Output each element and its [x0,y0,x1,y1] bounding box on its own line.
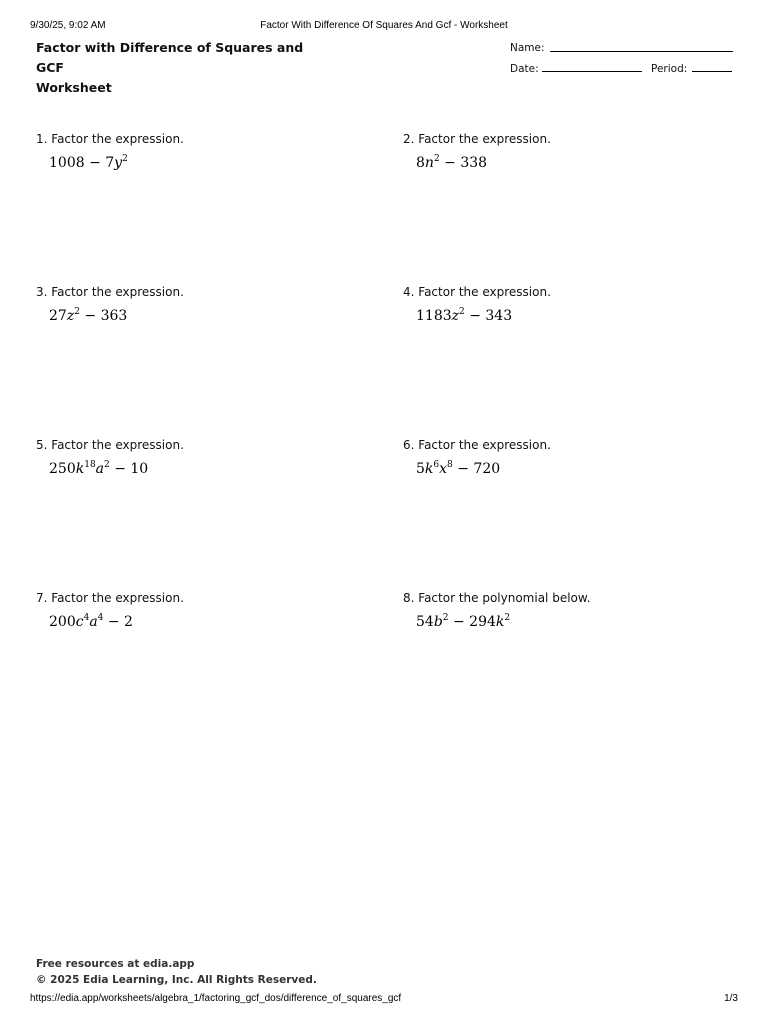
problem-2 [403,132,733,171]
name-line[interactable] [550,51,733,52]
problem-7 [36,591,366,630]
problem-expression: $5k^6x^8 - 720$ [416,460,501,477]
problem-prompt: 1. Factor the expression. [36,132,184,146]
problem-3 [36,285,366,324]
worksheet-title-line2: Worksheet [36,80,112,95]
page-number: 1/3 [724,993,738,1004]
problem-6 [403,438,733,477]
period-line[interactable] [692,71,732,72]
problem-prompt: 4. Factor the expression. [403,285,551,299]
date-line[interactable] [542,71,642,72]
credits [36,956,317,988]
problem-expression: $200c^4a^4 - 2$ [49,613,133,630]
print-url: https://edia.app/worksheets/algebra_1/factoring_gcf_dos/difference_of_squares_gcf [30,993,402,1004]
problem-8 [403,591,733,630]
worksheet-title [36,38,326,98]
worksheet-title-line1: Factor with Difference of Squares and GCF [36,40,304,75]
problem-expression: $1008 - 7y^2$ [49,154,128,171]
name-label: Name: [510,42,545,54]
date-label: Date: [510,63,539,75]
problem-expression: $8n^2 - 338$ [416,154,488,171]
problem-prompt: 2. Factor the expression. [403,132,551,146]
print-doc-title: Factor With Difference Of Squares And Gcf - Worksheet [260,20,508,31]
problem-1 [36,132,366,171]
name-field[interactable] [510,42,545,54]
problem-prompt: 3. Factor the expression. [36,285,184,299]
problem-expression: $54b^2 - 294k^2$ [416,613,511,630]
period-field[interactable] [651,63,687,75]
credits-copyright: © 2025 Edia Learning, Inc. All Rights Reserved. [36,974,317,986]
problem-5 [36,438,366,477]
credits-resources: Free resources at edia.app [36,958,195,970]
problem-prompt: 8. Factor the polynomial below. [403,591,591,605]
problem-prompt: 6. Factor the expression. [403,438,551,452]
print-datetime: 9/30/25, 9:02 AM [30,20,106,31]
problem-prompt: 7. Factor the expression. [36,591,184,605]
problem-4 [403,285,733,324]
problem-expression: $250k^{18}a^2 - 10$ [49,460,149,477]
period-label: Period: [651,63,688,75]
problem-expression: $1183z^2 - 343$ [416,307,513,324]
date-field[interactable] [510,63,539,75]
problem-expression: $27z^2 - 363$ [49,307,128,324]
problem-prompt: 5. Factor the expression. [36,438,184,452]
